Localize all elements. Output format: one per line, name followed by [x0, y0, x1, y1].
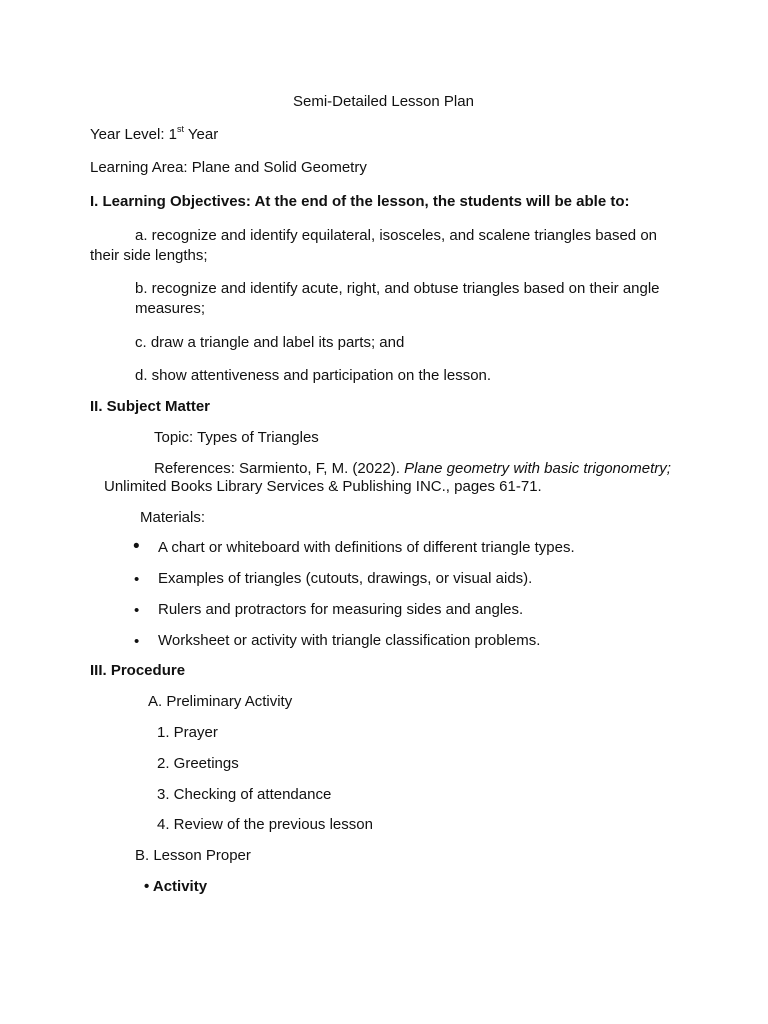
year-level-suffix: Year [184, 126, 219, 143]
preliminary-item: 3. Checking of attendance [157, 786, 332, 803]
references-line2: Unlimited Books Library Services & Publishing INC., pages 61-71. [104, 478, 542, 495]
lesson-proper-heading: B. Lesson Proper [135, 847, 251, 864]
activity-label: • Activity [144, 878, 208, 895]
materials-label: Materials: [140, 509, 206, 526]
preliminary-item: 1. Prayer [157, 724, 218, 741]
references-line1 [154, 459, 671, 479]
objective-d: d. show attentiveness and participation on the lesson. [135, 367, 492, 384]
objective-b-line1: b. recognize and identify acute, right, and obtuse triangles based on their angle [135, 280, 660, 297]
preliminary-item: 4. Review of the previous lesson [157, 816, 373, 833]
year-level-ordinal: st [177, 124, 185, 134]
year-level [90, 125, 218, 145]
preliminary-heading: A. Preliminary Activity [148, 693, 293, 710]
topic-line: Topic: Types of Triangles [154, 429, 319, 446]
objective-a-line1: a. recognize and identify equilateral, isosceles, and scalene triangles based on [135, 227, 657, 244]
preliminary-item: 2. Greetings [157, 755, 239, 772]
materials-item: Worksheet or activity with triangle classification problems. [158, 632, 541, 649]
procedure-heading: III. Procedure [90, 662, 186, 679]
objectives-heading: I. Learning Objectives: At the end of the lesson, the students will be able to: [90, 193, 630, 210]
bullet-icon: • [133, 536, 140, 557]
objective-a-line2: their side lengths; [90, 247, 208, 264]
document-title: Semi-Detailed Lesson Plan [293, 93, 474, 110]
materials-item: Examples of triangles (cutouts, drawings, or visual aids). [158, 570, 533, 587]
references-title: Plane geometry with basic trigonometry; [404, 460, 671, 477]
materials-item: Rulers and protractors for measuring sides and angles. [158, 601, 524, 618]
bullet-icon: • [134, 633, 140, 650]
year-level-prefix: Year Level: 1 [90, 126, 178, 143]
learning-area: Learning Area: Plane and Solid Geometry [90, 159, 367, 176]
objective-b-line2: measures; [135, 300, 206, 317]
materials-item: A chart or whiteboard with definitions of different triangle types. [158, 539, 575, 556]
bullet-icon: • [134, 571, 140, 588]
bullet-icon: • [134, 602, 140, 619]
subject-matter-heading: II. Subject Matter [90, 398, 211, 415]
references-prefix: References: Sarmiento, F, M. (2022). [154, 460, 405, 477]
objective-c: c. draw a triangle and label its parts; and [135, 334, 405, 351]
